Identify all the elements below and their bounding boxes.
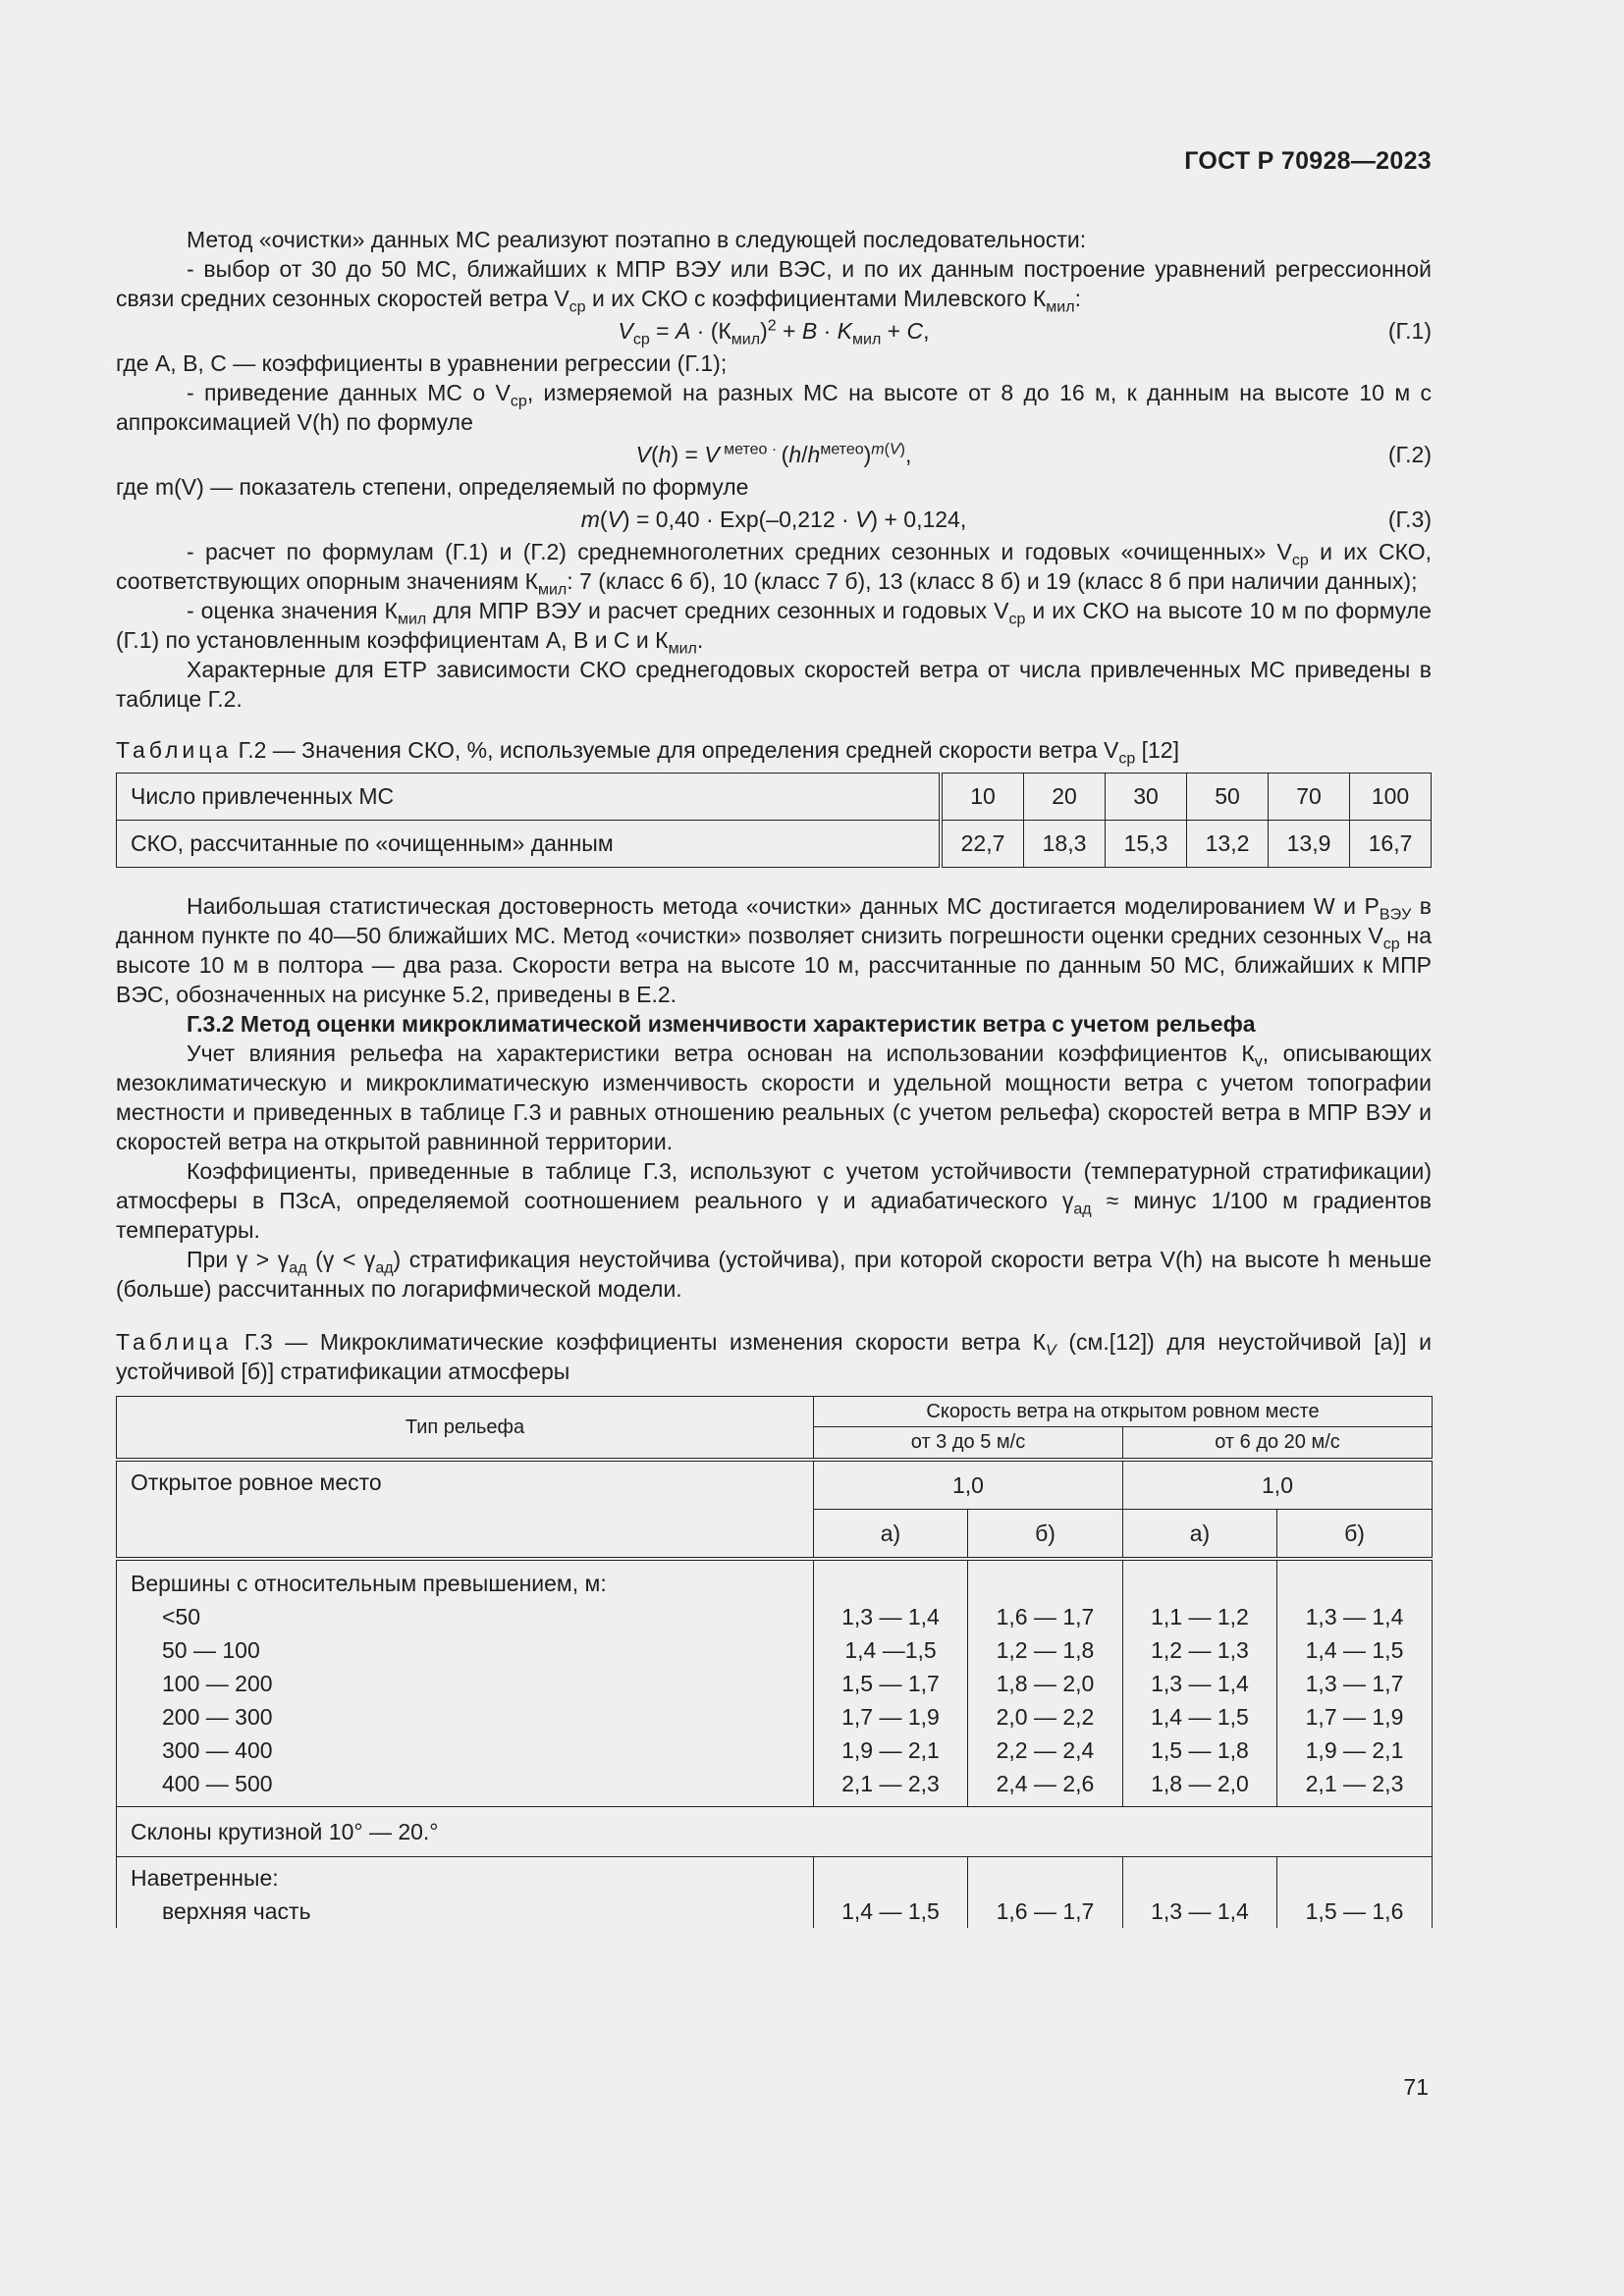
table-cell: 70	[1269, 774, 1350, 821]
table-cell: 1,3 — 1,4 1,4 —1,5 1,5 — 1,7 1,7 — 1,9 1,9 — 2,1 2,1 — 2,3	[814, 1559, 968, 1807]
paragraph: Наибольшая статистическая достоверность метода «очистки» данных МС достигается моделированием W и $P_{ВЭУ}$ в данном пункте по 40—50 ближайших МС. Метод «очистки» позволяет снизить погрешности оценки средних сезонных $V_{ср}$ на высоте 10 м в полтора — два раза. Скорости ветра на высоте 10 м, рассчитанные по данным 50 МС, ближайших к МПР ВЭС, обозначенных на рисунке 5.2, приведены в Е.2.	[116, 893, 1433, 1007]
table-cell: 50	[1187, 774, 1269, 821]
table-cell: а)	[1123, 1510, 1277, 1560]
paragraph: Учет влияния рельефа на характеристики ветра основан на использовании коэффициентов $К_v$, описывающих мезоклиматическую и микроклиматическую изменчивость скорости и удельной мощности ветра с учетом топографии местности и приведенных в таблице Г.3 и равных отношению реальных (с учетом рельефа) скоростей ветра в МПР ВЭУ и скоростей ветра на открытой равнинной территории.	[116, 1041, 1432, 1154]
table-cell: 13,9	[1269, 821, 1350, 868]
paragraph: где A, B, C — коэффициенты в уравнении регрессии (Г.1);	[116, 350, 728, 376]
paragraph: - расчет по формулам (Г.1) и (Г.2) среднемноголетних средних сезонных и годовых «очищенных» $V_{ср}$ и их СКО, соответствующих опорным значениям $К_{мил}$: 7 (класс 6 б), 10 (класс 7 б), 13 (класс 8 б) и 19 (класс 8 б при наличии данных);	[116, 539, 1432, 599]
table-row	[117, 1857, 1433, 1929]
table-cell: 13,2	[1187, 821, 1269, 868]
table-cell: 100	[1350, 774, 1432, 821]
table-cell: Склоны крутизной 10° — 20.°	[117, 1807, 1433, 1857]
table-row	[117, 821, 1432, 868]
table2-caption: Таблица Г.2 — Значения СКО, %, используемые для определения средней скорости ветра $V_{ср}$ [12]	[116, 737, 1179, 768]
paragraph: При $\gamma > \gamma_{ад}$ $(\gamma < \gamma_{ад})$ стратификация неустойчива (устойчива), при которой скорости ветра V(h) на высоте h меньше (больше) рассчитанных по логарифмической модели.	[116, 1247, 1432, 1302]
table-row	[117, 1807, 1433, 1857]
section-heading: Г.3.2 Метод оценки микроклиматической изменчивости характеристик ветра с учетом рельефа	[187, 1011, 1256, 1037]
table-row	[117, 1460, 1433, 1510]
table-cell: 15,3	[1106, 821, 1187, 868]
table-cell: СКО, рассчитанные по «очищенным» данным	[117, 821, 942, 868]
document-code: ГОСТ Р 70928—2023	[1184, 147, 1432, 175]
table-cell: 22,7	[941, 821, 1024, 868]
table-cell: 1,0	[1123, 1460, 1433, 1510]
table3	[116, 1396, 1433, 1928]
table-cell: 16,7	[1350, 821, 1432, 868]
table-cell: 1,6 — 1,7 1,2 — 1,8 1,8 — 2,0 2,0 — 2,2 2,2 — 2,4 2,4 — 2,6	[968, 1559, 1123, 1807]
table-cell: 1,3 — 1,4 1,4 — 1,5 1,3 — 1,7 1,7 — 1,9 1,9 — 2,1 2,1 — 2,3	[1277, 1559, 1433, 1807]
paragraph: Метод «очистки» данных МС реализуют поэтапно в следующей последовательности:	[187, 227, 1087, 252]
table-cell: б)	[968, 1510, 1123, 1560]
table-cell: 1,0	[814, 1460, 1123, 1510]
table-cell: 10	[941, 774, 1024, 821]
table-cell: 1,6 — 1,7	[968, 1857, 1123, 1929]
table-row	[117, 774, 1432, 821]
table-cell: Открытое ровное место	[117, 1460, 814, 1559]
table-cell: 1,3 — 1,4	[1123, 1857, 1277, 1929]
paragraph: Характерные для ЕТР зависимости СКО среднегодовых скоростей ветра от числа привлеченных МС приведены в таблице Г.2.	[116, 657, 1432, 712]
table-cell: Наветренные: верхняя часть	[117, 1857, 814, 1929]
table-cell: Тип рельефа	[117, 1397, 814, 1461]
table-cell: 1,4 — 1,5	[814, 1857, 968, 1929]
table-cell: от 6 до 20 м/с	[1123, 1427, 1433, 1460]
table3-caption: Таблица Г.3 — Микроклиматические коэффициенты изменения скорости ветра $К_V$ (см.[12]) для неустойчивой [а)] и устойчивой [б)] стратификации атмосферы	[116, 1329, 1432, 1384]
table-cell: Число привлеченных МС	[117, 774, 942, 821]
paragraph: где m(V) — показатель степени, определяемый по формуле	[116, 474, 749, 500]
table-row	[117, 1397, 1433, 1427]
paragraph: - оценка значения $К_{мил}$ для МПР ВЭУ и расчет средних сезонных и годовых $V_{ср}$ и их СКО на высоте 10 м по формуле (Г.1) по установленным коэффициентам A, B и C и $К_{мил}$.	[116, 598, 1432, 658]
table-cell: 18,3	[1024, 821, 1106, 868]
table-cell: 1,5 — 1,6	[1277, 1857, 1433, 1929]
paragraph: - выбор от 30 до 50 МС, ближайших к МПР ВЭУ или ВЭС, и по их данным построение уравнений регрессионной связи средних сезонных скоростей ветра $V_{ср}$ и их СКО с коэффициентами Милевского $К_{мил}$:	[116, 256, 1432, 316]
table-cell: от 3 до 5 м/с	[814, 1427, 1123, 1460]
table-row	[117, 1559, 1433, 1807]
document-body	[116, 225, 1432, 1928]
table-cell: Скорость ветра на открытом ровном месте	[814, 1397, 1433, 1427]
page-number: 71	[1403, 2074, 1429, 2100]
table-cell: 30	[1106, 774, 1187, 821]
table-cell: 20	[1024, 774, 1106, 821]
table2	[116, 773, 1432, 868]
formula-g2: V(h) = V $^{метео \cdot}$ $(h/h^{метео})^{m(V)}$, (Г.2)	[635, 441, 1432, 467]
table-cell: а)	[814, 1510, 968, 1560]
table-cell: Вершины с относительным превышением, м: <50 50 — 100 100 — 200 200 — 300 300 — 400 400 — 500	[117, 1559, 814, 1807]
formula-g1: $V_{ср} = A \cdot (К_{мил})^2 + B \cdot K_{мил} + C$, (Г.1)	[618, 317, 1432, 348]
table-cell: 1,1 — 1,2 1,2 — 1,3 1,3 — 1,4 1,4 — 1,5 1,5 — 1,8 1,8 — 2,0	[1123, 1559, 1277, 1807]
paragraph: - приведение данных МС о $V_{ср}$, измеряемой на разных МС на высоте от 8 до 16 м, к данным на высоте 10 м с аппроксимацией V(h) по формуле	[116, 380, 1432, 435]
table-cell: б)	[1277, 1510, 1433, 1560]
paragraph: Коэффициенты, приведенные в таблице Г.3, используют с учетом устойчивости (температурной стратификации) атмосферы в ПЗсА, определяемой соотношением реального γ и адиабатического $\gamma_{ад}$ ≈ минус 1/100 м градиентов температуры.	[116, 1158, 1432, 1243]
formula-g3: m(V) = 0,40 · Exp(–0,212 · V) + 0,124, (Г.3)	[580, 507, 1432, 532]
